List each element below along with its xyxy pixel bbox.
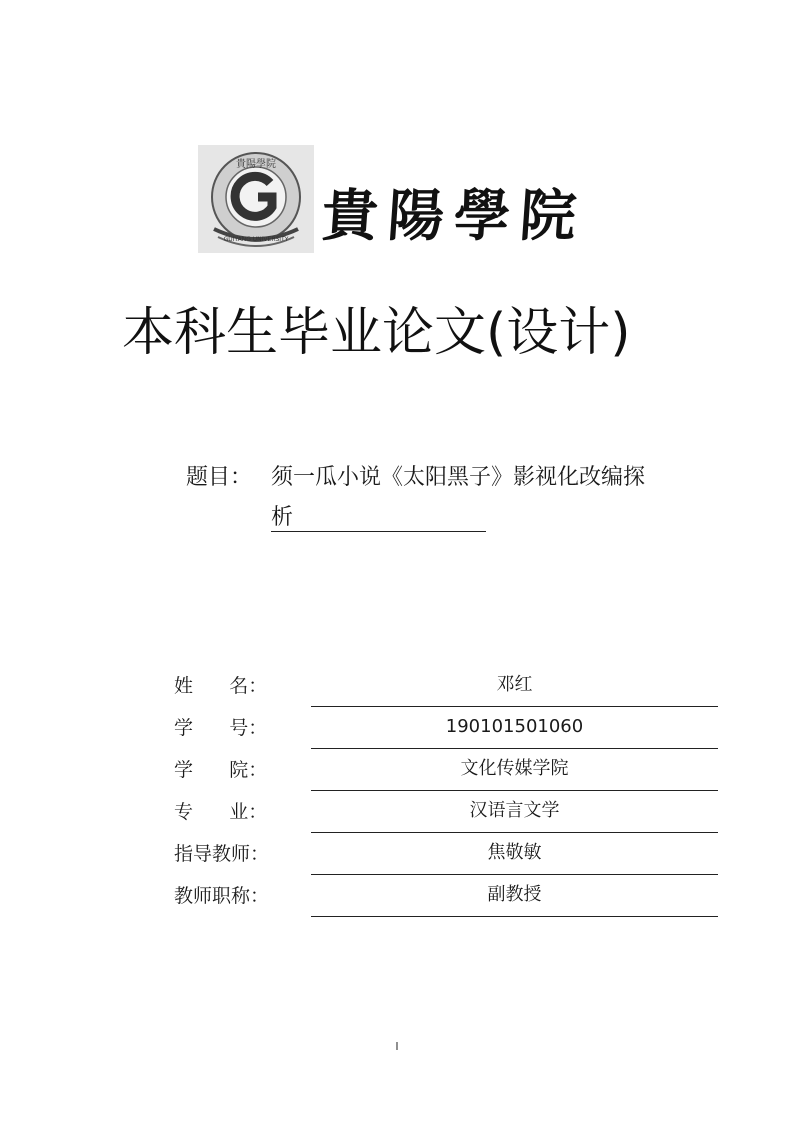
college-value: 文化传媒学院 [311,756,718,791]
topic-text-line1: 须一瓜小说《太阳黑子》影视化改编探 [271,465,646,490]
emblem-top-text: 貴陽學院 [236,159,276,170]
student-id-value: 190101501060 [311,714,718,749]
advisor-title-label: 教师职称： [174,885,270,907]
major-label: 专 业： [174,801,268,823]
name-label: 姓 名： [174,675,268,697]
emblem-bottom-text: GUIYANG UNIVERSITY [223,236,289,243]
major-value: 汉语言文学 [311,798,718,833]
topic-label: 题目： [186,465,253,490]
university-emblem-logo [198,145,314,253]
college-label: 学 院： [174,759,268,781]
advisor-value: 焦敬敏 [311,840,718,875]
university-name-logo: 貴陽學院 [319,183,589,249]
advisor-label: 指导教师： [174,843,270,865]
name-value: 邓红 [311,672,718,707]
topic-text-line2: 析 [271,505,486,532]
advisor-title-value: 副教授 [311,882,718,917]
document-title: 本科生毕业论文(设计) [122,303,631,363]
page-number: I [395,1040,399,1053]
student-id-label: 学 号： [174,717,268,739]
